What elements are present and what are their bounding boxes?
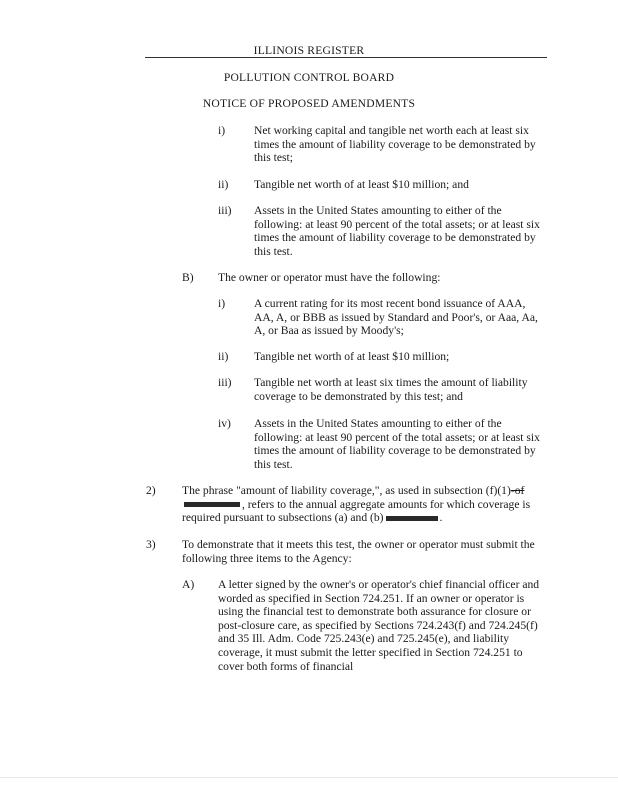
redaction-mark <box>184 502 240 507</box>
item-b-i-mark: i) <box>218 297 226 310</box>
para-2-line-3-text: required pursuant to subsections (a) and (b) <box>182 511 384 525</box>
item-a-iii-mark: iii) <box>218 204 232 217</box>
para-2-line-3 <box>182 511 548 525</box>
item-b-iv-text: Assets in the United States amounting to either of the following: at least 90 percent of the total assets; or at least six times the amount of liability coverage to be demonstrated by this test. <box>254 417 540 471</box>
para-3-text: To demonstrate that it meets this test, the owner or operator must submit the following three items to the Agency: <box>182 538 535 565</box>
section-b-intro: The owner or operator must have the following: <box>218 271 441 284</box>
redaction-mark <box>386 516 438 521</box>
para-2-mark: 2) <box>146 484 156 497</box>
section-b-mark: B) <box>182 271 194 284</box>
item-a-ii-text: Tangible net worth of at least $10 million; and <box>254 178 469 191</box>
register-title: ILLINOIS REGISTER <box>253 44 365 57</box>
item-3a-text: A letter signed by the owner's or operator's chief financial officer and worded as specified in Section 724.251. If an owner or operator is using the financial test to demonstrate both assurance for closure or post-closure care, as specified by Sections 724.243(f) and 724.245(f) and 35 Ill. Adm. Code 725.243(e) and 725.245(e), and liability coverage, it must submit the letter specified in Section 724.251 to cover both forms of financial <box>218 578 540 673</box>
para-2-line-3-end: . <box>439 511 443 525</box>
item-b-iii-mark: iii) <box>218 376 232 389</box>
item-b-i-text: A current rating for its most recent bond issuance of AAA, AA, A, or BBB as issued by Standard and Poor's, or Aaa, Aa, A, or Baa as issued by Moody's; <box>254 297 538 338</box>
board-title: POLLUTION CONTROL BOARD <box>223 71 395 84</box>
item-b-iv-mark: iv) <box>218 417 231 430</box>
item-a-i-text: Net working capital and tangible net worth each at least six times the amount of liability coverage to be demonstrated by this test; <box>254 124 536 165</box>
para-2-line-1-text: The phrase "amount of liability coverage,", as used in subsection (f)(1) <box>182 484 511 497</box>
struck-text: -of <box>510 484 525 497</box>
para-2-text <box>182 484 548 525</box>
item-b-ii-text: Tangible net worth of at least $10 million; <box>254 350 450 363</box>
item-b-iii-text: Tangible net worth at least six times the amount of liability coverage to be demonstrated by this test; and <box>254 376 528 403</box>
notice-title: NOTICE OF PROPOSED AMENDMENTS <box>202 97 416 110</box>
para-2-line-2-text: , refers to the annual aggregate amounts for which coverage is <box>242 497 531 511</box>
para-3-mark: 3) <box>146 538 156 551</box>
para-2-line-2 <box>182 498 548 512</box>
item-3a-mark: A) <box>182 578 195 591</box>
item-a-ii-mark: ii) <box>218 178 229 191</box>
item-a-i-mark: i) <box>218 124 226 137</box>
item-a-iii-text: Assets in the United States amounting to either of the following: at least 90 percent of the total assets; or at least six times the amount of liability coverage to be demonstrated by this test. <box>254 204 540 258</box>
para-2-line-1 <box>182 484 548 498</box>
item-b-ii-mark: ii) <box>218 350 229 363</box>
page-edge-line <box>0 777 618 778</box>
header-rule <box>145 57 547 58</box>
